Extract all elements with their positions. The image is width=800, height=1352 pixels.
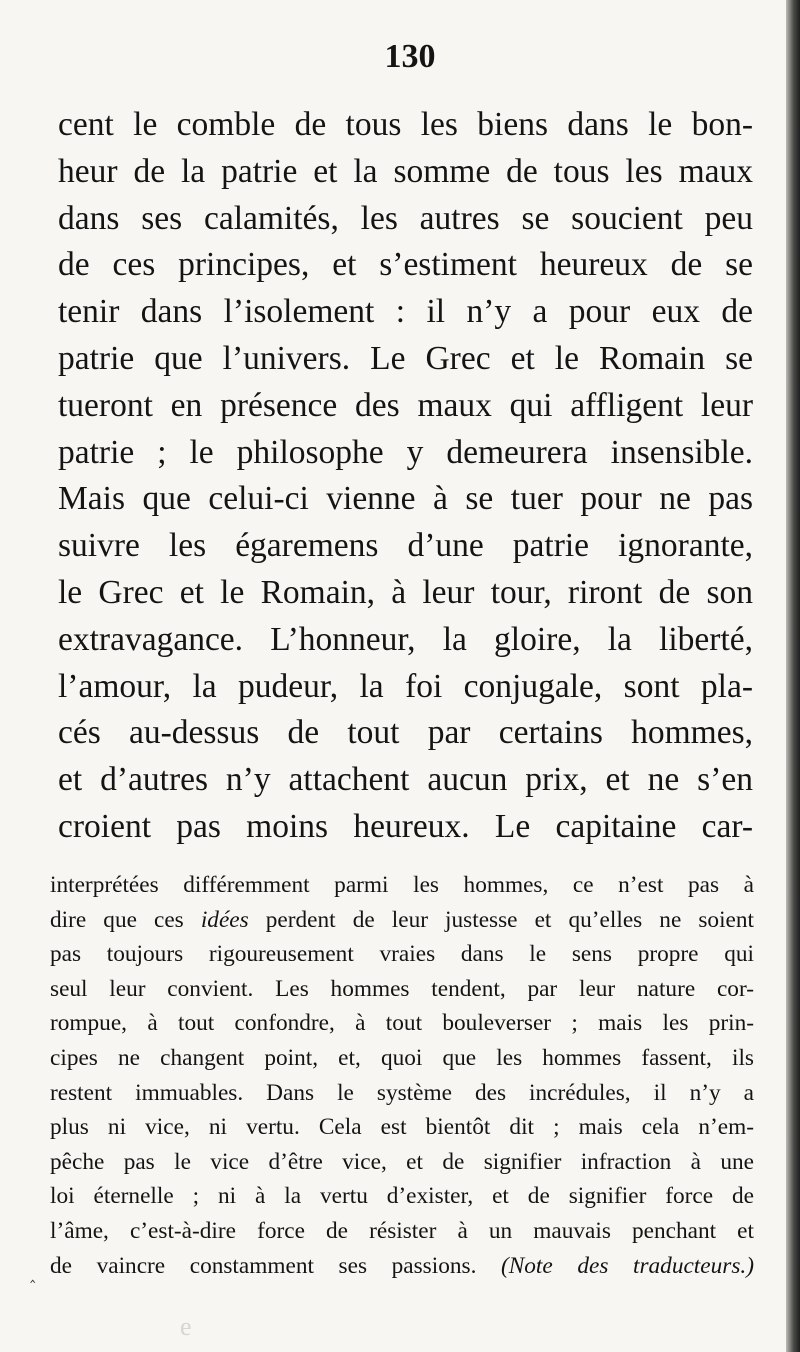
body-line: et d’autres n’y attachent aucun prix, et ne s’en (58, 761, 753, 799)
body-line: de ces principes, et s’estiment heureux de se (58, 246, 753, 284)
footnote-line: interprétées différemment parmi les hommes, ce n’est pas à (50, 872, 754, 898)
body-line: heur de la patrie et la somme de tous les maux (58, 152, 753, 190)
footnote-line: seul leur convient. Les hommes tendent, par leur nature cor- (50, 975, 754, 1002)
body-line: suivre les égaremens d’une patrie ignorante, (58, 527, 753, 565)
footnote-fragment: perdent de leur justesse et qu’elles ne soient (248, 906, 754, 933)
main-body-text (58, 102, 753, 851)
footnote-line: l’âme, c’est-à-dire force de résister à un mauvais penchant et (50, 1217, 754, 1244)
body-line: patrie ; le philosophe y demeurera insensible. (58, 433, 753, 471)
body-line: croient pas moins heureux. Le capitaine car- (58, 807, 753, 845)
footnote-line: plus ni vice, ni vertu. Cela est bientôt dit ; mais cela n’em- (50, 1114, 754, 1141)
footnote-line: cipes ne changent point, et, quoi que les hommes fassent, ils (50, 1044, 754, 1071)
translator-note-credit: (Note des traducteurs.) (500, 1252, 754, 1279)
page-number: 130 (384, 38, 436, 75)
body-line: l’amour, la pudeur, la foi conjugale, sont pla- (58, 667, 753, 705)
footnote-text (50, 868, 754, 1283)
footnote-line: rompue, à tout confondre, à tout bouleverser ; mais les prin- (50, 1010, 754, 1037)
footnote-line: restent immuables. Dans le système des incrédules, il n’y a (50, 1079, 754, 1106)
footnote-line (50, 903, 754, 938)
footnote-line: pas toujours rigoureusement vraies dans le sens propre qui (50, 941, 754, 968)
body-line: extravagance. L’honneur, la gloire, la liberté, (58, 620, 753, 658)
footnote-italic-word: idées (200, 906, 249, 933)
page-edge-shadow (786, 0, 800, 1352)
body-line: dans ses calamités, les autres se soucient peu (58, 199, 753, 237)
margin-mark: ‸ (30, 1266, 36, 1283)
body-line: tenir dans l’isolement : il n’y a pour eux de (58, 293, 753, 331)
footnote-fragment: de vaincre constamment ses passions. (50, 1252, 501, 1279)
footnote-line: loi éternelle ; ni à la vertu d’exister, et de signifier force de (50, 1183, 754, 1210)
body-line: tueront en présence des maux qui affligent leur (58, 386, 753, 424)
body-line: patrie que l’univers. Le Grec et le Romain se (58, 339, 753, 377)
body-line: cent le comble de tous les biens dans le bon- (58, 106, 753, 143)
body-line: le Grec et le Romain, à leur tour, riront de son (58, 573, 753, 611)
footnote-line (50, 1249, 754, 1284)
footnote-fragment: dire que ces (50, 906, 201, 933)
body-line: Mais que celui-ci vienne à se tuer pour ne pas (58, 480, 753, 518)
body-line: cés au-dessus de tout par certains hommes, (58, 714, 753, 752)
footnote-line: pêche pas le vice d’être vice, et de signifier infraction à une (50, 1148, 754, 1175)
bottom-smudge: e (180, 1312, 192, 1341)
